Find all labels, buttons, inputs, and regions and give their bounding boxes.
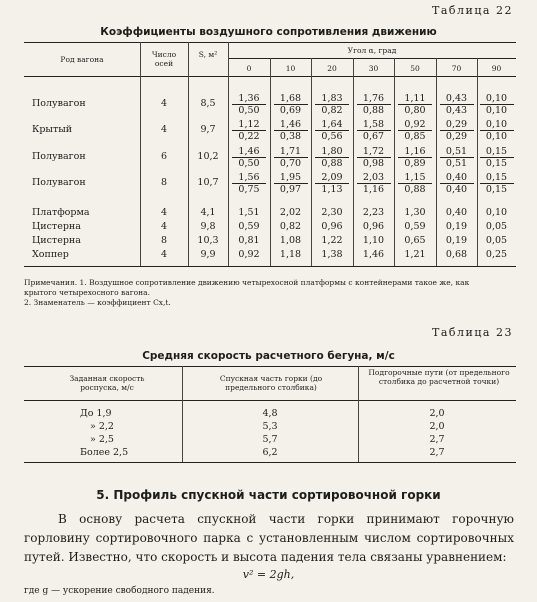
area-cell: 10,2 <box>197 151 219 162</box>
formula: v² = 2gh, <box>242 568 295 581</box>
numerator: 1,95 <box>274 172 308 184</box>
numerator: 1,11 <box>398 93 432 105</box>
denominator: 0,88 <box>404 184 426 195</box>
coefficient-cell: 0,81 <box>238 235 260 246</box>
angle-subheader-rule <box>228 58 516 59</box>
numerator: 1,64 <box>315 119 349 131</box>
table-22-note-1: Примечания. 1. Воздушное сопротивление движению четырехосной платформы с контейнерами такое же, как <box>24 278 470 287</box>
table-22-note-2: 2. Знаменатель — коэффициент Cx,t. <box>24 298 171 307</box>
denominator: 0,29 <box>445 131 468 142</box>
table-22-title: Коэффициенты воздушного сопротивления движению <box>100 26 437 38</box>
release-speed-cell: » 2,5 <box>90 434 114 445</box>
numerator: 0,43 <box>440 93 474 105</box>
wagon-type-cell: Цистерна <box>32 221 81 232</box>
denominator: 0,15 <box>485 158 508 169</box>
coefficient-fraction <box>357 146 391 169</box>
table-22-bottom-rule <box>24 266 516 267</box>
denominator: 0,67 <box>362 131 385 142</box>
coefficient-cell: 0,05 <box>485 235 508 246</box>
coefficient-cell: 0,40 <box>445 207 468 218</box>
coefficient-fraction <box>440 146 474 169</box>
numerator: 1,80 <box>315 146 349 158</box>
numerator: 0,10 <box>480 93 514 105</box>
coefficient-fraction <box>315 146 349 169</box>
coefficient-fraction <box>480 119 514 142</box>
numerator: 1,58 <box>357 119 391 131</box>
angle-header-cell: 30 <box>368 64 379 73</box>
coefficient-fraction <box>274 172 308 195</box>
axles-cell: 6 <box>160 151 168 162</box>
denominator: 0,10 <box>485 105 508 116</box>
axles-cell: 8 <box>160 177 168 188</box>
numerator: 1,46 <box>232 146 266 158</box>
wagon-type-cell: Цистерна <box>32 235 81 246</box>
wagon-type-cell: Платформа <box>32 207 90 218</box>
table-22-note-1-cont: крытого четырехосного вагона. <box>24 288 150 297</box>
header-sorting-tracks: Подгорочные пути (от предельного столбика до расчетной точки) <box>368 368 510 386</box>
area-cell: 9,7 <box>200 124 216 135</box>
coefficient-fraction <box>315 93 349 116</box>
angle-header-cell: 70 <box>451 64 462 73</box>
area-cell: 8,5 <box>200 98 216 109</box>
coefficient-cell: 1,21 <box>404 249 426 260</box>
numerator: 0,29 <box>440 119 474 131</box>
numerator: 1,36 <box>232 93 266 105</box>
track-speed-cell: 2,7 <box>429 434 445 445</box>
denominator: 0,98 <box>362 158 385 169</box>
wagon-type-cell: Полувагон <box>32 177 86 188</box>
wagon-type-cell: Полувагон <box>32 151 86 162</box>
coefficient-cell: 0,59 <box>404 221 426 232</box>
numerator: 2,09 <box>315 172 349 184</box>
coefficient-cell: 2,02 <box>279 207 302 218</box>
coefficient-cell: 1,30 <box>404 207 426 218</box>
axles-cell: 8 <box>160 235 168 246</box>
coefficient-fraction <box>357 119 391 142</box>
numerator: 1,15 <box>398 172 432 184</box>
denominator: 0,80 <box>404 105 426 116</box>
coefficient-fraction <box>357 93 391 116</box>
coefficient-cell: 1,46 <box>362 249 385 260</box>
coefficient-fraction <box>398 172 432 195</box>
coefficient-cell: 0,59 <box>238 221 260 232</box>
coefficient-fraction <box>398 93 432 116</box>
numerator: 0,92 <box>398 119 432 131</box>
wagon-type-cell: Крытый <box>32 124 73 135</box>
numerator: 1,71 <box>274 146 308 158</box>
denominator: 0,75 <box>238 184 260 195</box>
coefficient-fraction <box>398 119 432 142</box>
coefficient-fraction <box>315 172 349 195</box>
numerator: 1,12 <box>232 119 266 131</box>
denominator: 0,15 <box>485 184 508 195</box>
coefficient-cell: 0,19 <box>445 235 468 246</box>
denominator: 0,85 <box>404 131 426 142</box>
coefficient-cell: 0,65 <box>404 235 426 246</box>
numerator: 1,56 <box>232 172 266 184</box>
denominator: 0,97 <box>279 184 302 195</box>
table-23-title: Средняя скорость расчетного бегуна, м/с <box>142 350 395 362</box>
coefficient-fraction <box>440 172 474 195</box>
header-hump-descent: Спускная часть горки (до предельного столбика) <box>219 374 323 392</box>
numerator: 0,15 <box>480 146 514 158</box>
numerator: 1,72 <box>357 146 391 158</box>
coefficient-cell: 2,23 <box>362 207 385 218</box>
denominator: 0,51 <box>445 158 468 169</box>
area-cell: 10,3 <box>197 235 219 246</box>
table-23-bottom-rule <box>24 462 516 463</box>
coefficient-cell: 0,19 <box>445 221 468 232</box>
numerator: 1,16 <box>398 146 432 158</box>
coefficient-cell: 2,30 <box>321 207 343 218</box>
table-23-top-rule <box>24 366 516 367</box>
axles-cell: 4 <box>160 207 168 218</box>
denominator: 0,40 <box>445 184 468 195</box>
denominator: 0,70 <box>279 158 302 169</box>
area-cell: 10,7 <box>197 177 219 188</box>
axles-cell: 4 <box>160 98 168 109</box>
numerator: 0,51 <box>440 146 474 158</box>
coefficient-cell: 0,96 <box>321 221 343 232</box>
numerator: 1,76 <box>357 93 391 105</box>
hump-speed-cell: 6,2 <box>262 447 278 458</box>
release-speed-cell: » 2,2 <box>90 421 114 432</box>
numerator: 0,40 <box>440 172 474 184</box>
numerator: 1,68 <box>274 93 308 105</box>
coefficient-fraction <box>440 119 474 142</box>
denominator: 0,10 <box>485 131 508 142</box>
track-speed-cell: 2,0 <box>429 421 445 432</box>
axles-cell: 4 <box>160 249 168 260</box>
coefficient-cell: 1,38 <box>321 249 343 260</box>
coefficient-cell: 1,10 <box>362 235 385 246</box>
coefficient-cell: 1,18 <box>279 249 302 260</box>
coefficient-cell: 0,82 <box>279 221 302 232</box>
denominator: 0,50 <box>238 158 260 169</box>
track-speed-cell: 2,0 <box>429 408 445 419</box>
coefficient-cell: 0,25 <box>485 249 508 260</box>
denominator: 1,13 <box>321 184 343 195</box>
header-release-speed: Заданная скорость роспуска, м/с <box>69 374 145 392</box>
denominator: 0,50 <box>238 105 260 116</box>
angle-header-cell: 20 <box>327 64 337 73</box>
angle-header-cell: 90 <box>491 64 502 73</box>
numerator: 0,10 <box>480 119 514 131</box>
coefficient-fraction <box>315 119 349 142</box>
section-heading: 5. Профиль спускной части сортировочной горки <box>96 488 441 502</box>
angle-header-cell: 10 <box>285 64 296 73</box>
hump-speed-cell: 5,7 <box>262 434 278 445</box>
denominator: 0,88 <box>362 105 385 116</box>
coefficient-fraction <box>480 146 514 169</box>
denominator: 0,56 <box>321 131 343 142</box>
numerator: 2,03 <box>357 172 391 184</box>
hump-speed-cell: 5,3 <box>262 421 278 432</box>
denominator: 1,16 <box>362 184 385 195</box>
coefficient-cell: 0,96 <box>362 221 385 232</box>
numerator: 1,46 <box>274 119 308 131</box>
coefficient-fraction <box>357 172 391 195</box>
numerator: 0,15 <box>480 172 514 184</box>
numerator: 1,83 <box>315 93 349 105</box>
denominator: 0,38 <box>279 131 302 142</box>
coefficient-fraction <box>232 146 266 169</box>
wagon-type-cell: Полувагон <box>32 98 86 109</box>
section-paragraph: В основу расчета спускной части горки принимают горочную горловину сортировочного парка с установленным числом сортировочных путей. Известно, что скорость и высота падения тела связаны уравнением: <box>24 512 514 564</box>
coefficient-fraction <box>232 119 266 142</box>
area-cell: 9,8 <box>200 221 216 232</box>
area-cell: 9,9 <box>200 249 216 260</box>
coefficient-cell: 0,10 <box>485 207 508 218</box>
table-23-label: Таблица 23 <box>432 326 513 339</box>
table-22-label: Таблица 22 <box>432 4 513 17</box>
formula-note: где g — ускорение свободного падения. <box>24 586 215 596</box>
header-angle: Угол α, град <box>347 46 397 55</box>
release-speed-cell: До 1,9 <box>80 408 112 419</box>
denominator: 0,89 <box>404 158 426 169</box>
coefficient-fraction <box>398 146 432 169</box>
axles-cell: 4 <box>160 124 168 135</box>
table-23-header-rule <box>24 400 516 401</box>
denominator: 0,82 <box>321 105 343 116</box>
coefficient-cell: 0,05 <box>485 221 508 232</box>
coefficient-cell: 1,22 <box>321 235 343 246</box>
wagon-type-cell: Хоппер <box>32 249 69 260</box>
coefficient-cell: 0,92 <box>238 249 260 260</box>
header-area: S, м² <box>198 50 218 59</box>
coefficient-cell: 1,51 <box>238 207 260 218</box>
angle-header-cell: 0 <box>246 64 252 73</box>
coefficient-fraction <box>232 172 266 195</box>
coefficient-fraction <box>232 93 266 116</box>
coefficient-cell: 1,08 <box>279 235 302 246</box>
coefficient-cell: 0,68 <box>445 249 468 260</box>
coefficient-fraction <box>274 146 308 169</box>
denominator: 0,69 <box>279 105 302 116</box>
table-22-top-rule <box>24 42 516 43</box>
hump-speed-cell: 4,8 <box>262 408 278 419</box>
coefficient-fraction <box>480 93 514 116</box>
denominator: 0,22 <box>238 131 260 142</box>
coefficient-fraction <box>274 93 308 116</box>
angle-header-cell: 50 <box>410 64 420 73</box>
area-cell: 4,1 <box>200 207 216 218</box>
axles-cell: 4 <box>160 221 168 232</box>
coefficient-fraction <box>480 172 514 195</box>
release-speed-cell: Более 2,5 <box>80 447 129 458</box>
coefficient-fraction <box>440 93 474 116</box>
denominator: 0,43 <box>445 105 468 116</box>
coefficient-fraction <box>274 119 308 142</box>
denominator: 0,88 <box>321 158 343 169</box>
header-wagon-type: Род вагона <box>60 55 104 64</box>
header-axles: Число осей <box>151 50 177 68</box>
track-speed-cell: 2,7 <box>429 447 445 458</box>
